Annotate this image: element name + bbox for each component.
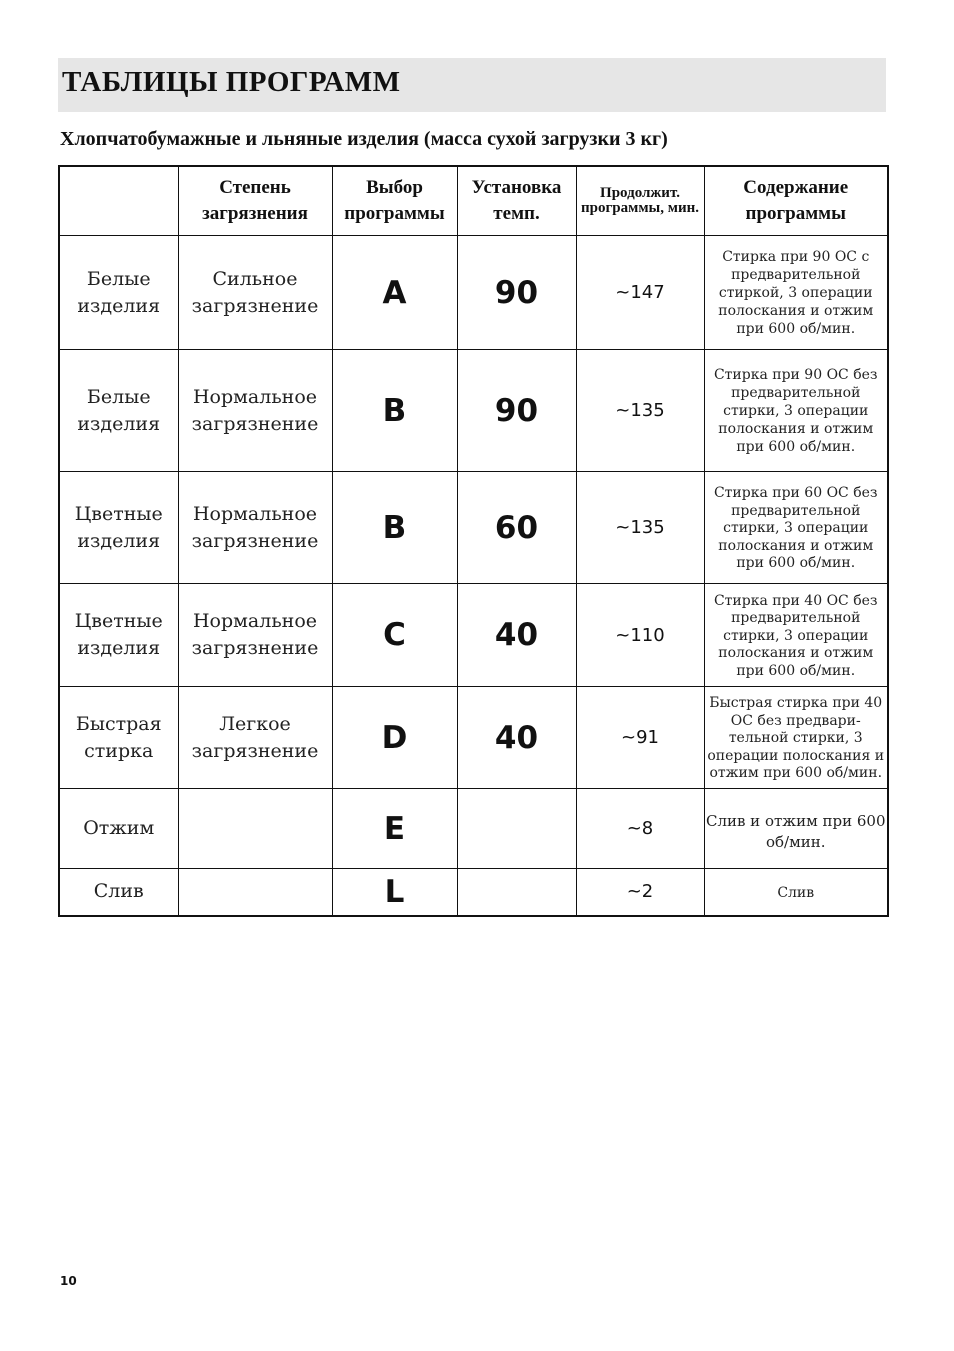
table-row [59,584,888,687]
cell-soil: Сильное загрязнение [178,236,332,350]
cell-program: A [332,236,457,350]
cell-item: Цветные изделия [59,472,178,584]
cell-program: B [332,350,457,472]
cell-item: Быстрая стирка [59,687,178,789]
cell-temp: 60 [457,472,576,584]
cell-temp: 90 [457,350,576,472]
cell-soil: Нормальное загрязнение [178,350,332,472]
cell-temp [457,789,576,869]
cell-soil: Нормальное загрязнение [178,584,332,687]
cell-program: L [332,869,457,916]
page-number: 10 [60,1274,77,1288]
table-header-row [59,166,888,236]
cell-temp: 40 [457,584,576,687]
cell-content: Быстрая стирка при 40 ОС без предвари-тельной стирки, 3 операции полоскания и отжим при 600 об/мин. [704,687,888,789]
cell-soil: Легкое загрязнение [178,687,332,789]
cell-soil [178,789,332,869]
cell-item: Белые изделия [59,236,178,350]
cell-item: Отжим [59,789,178,869]
header-content: Содержание программы [704,166,888,236]
table-row [59,869,888,916]
cell-temp: 90 [457,236,576,350]
header-item [59,166,178,236]
cell-temp [457,869,576,916]
cell-duration: ~110 [576,584,704,687]
cell-duration: ~135 [576,472,704,584]
page-title: ТАБЛИЦЫ ПРОГРАММ [62,66,401,98]
cell-program: B [332,472,457,584]
programs-table [58,165,889,917]
header-temp: Установка темп. [457,166,576,236]
cell-duration: ~2 [576,869,704,916]
cell-content: Стирка при 40 ОС без предварительной стирки, 3 операции полоскания и отжим при 600 об/мин. [704,584,888,687]
cell-content: Слив и отжим при 600 об/мин. [704,789,888,869]
table-row [59,789,888,869]
cell-program: C [332,584,457,687]
cell-soil: Нормальное загрязнение [178,472,332,584]
header-program: Выбор программы [332,166,457,236]
cell-duration: ~135 [576,350,704,472]
cell-duration: ~8 [576,789,704,869]
cell-item: Белые изделия [59,350,178,472]
table-row [59,472,888,584]
table-row [59,687,888,789]
table-row [59,236,888,350]
cell-item: Слив [59,869,178,916]
cell-program: E [332,789,457,869]
cell-item: Цветные изделия [59,584,178,687]
cell-soil [178,869,332,916]
cell-content: Стирка при 90 ОС с предварительной стиркой, 3 операции полоскания и отжим при 600 об/мин. [704,236,888,350]
cell-content: Слив [704,869,888,916]
page-title-bar [58,58,886,112]
cell-duration: ~91 [576,687,704,789]
section-title: Хлопчатобумажные и льняные изделия (масса сухой загрузки 3 кг) [60,128,668,150]
cell-program: D [332,687,457,789]
cell-duration: ~147 [576,236,704,350]
cell-content: Стирка при 60 ОС без предварительной стирки, 3 операции полоскания и отжим при 600 об/мин. [704,472,888,584]
header-duration: Продолжит. программы, мин. [576,166,704,236]
cell-temp: 40 [457,687,576,789]
header-soil: Степень загрязнения [178,166,332,236]
cell-content: Стирка при 90 ОС без предварительной стирки, 3 операции полоскания и отжим при 600 об/мин. [704,350,888,472]
table-row [59,350,888,472]
